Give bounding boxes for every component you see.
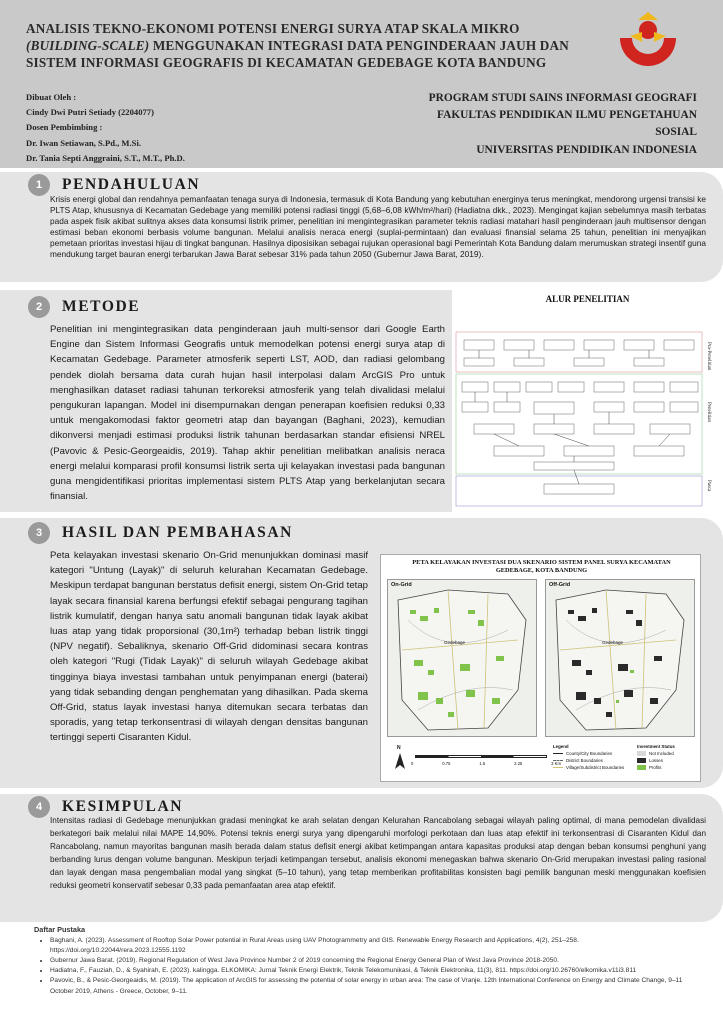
section-heading: METODE — [62, 298, 141, 315]
north-arrow-label: N — [397, 745, 401, 751]
author-block — [26, 90, 185, 166]
flowchart-figure — [452, 290, 723, 512]
status-swatch — [637, 758, 646, 763]
off-grid-map-graphic — [546, 580, 694, 736]
status-item — [637, 764, 675, 771]
section-heading: HASIL DAN PEMBAHASAN — [62, 524, 293, 541]
reference-item: • Gubernur Jawa Barat. (2019). Regional Regulation of West Java Province Number 2 of 2019 concerning the Regional Energy General Plan of West Java Province 2018-2050. — [50, 956, 704, 966]
status-item — [637, 750, 675, 757]
flow-stage-label: Pasca — [706, 480, 711, 492]
title-line-2 — [26, 37, 606, 54]
flow-stage-label: Pra-Penelitian — [706, 342, 711, 371]
flow-stage-label: Penelitian — [706, 402, 711, 422]
on-grid-map-graphic — [388, 580, 536, 736]
legend-item — [553, 757, 624, 764]
scale-tick: 1.5 — [479, 761, 486, 766]
status-legend-title: Investment Status — [637, 744, 675, 749]
scale-bar — [415, 755, 547, 758]
status-label: Not Included — [649, 751, 674, 756]
reference-item: • Baghani, A. (2023). Assessment of Rooftop Solar Power potential in Rural Areas using UAV Photogrammetry and GIS. Renewable Energy Research and Applications, 4(2), 251–258. https://doi.org/10.22044/rera.2023.12555.1192 — [50, 936, 704, 956]
scale-tick: 3 Km — [551, 761, 561, 766]
poster-title — [26, 20, 606, 71]
status-label: Profits — [649, 765, 662, 770]
program-line: UNIVERSITAS PENDIDIKAN INDONESIA — [476, 143, 697, 156]
title-line-3: SISTEM INFORMASI GEOGRAFIS DI KECAMATAN GEDEBAGE KOTA BANDUNG — [26, 55, 547, 70]
map-title — [381, 559, 702, 575]
section-number-badge: 2 — [28, 296, 50, 318]
title-italic: (BUILDING-SCALE) — [26, 38, 150, 53]
section-heading: PENDAHULUAN — [62, 176, 201, 193]
scale-tick: 0 — [411, 761, 414, 766]
legend-title: Legend — [553, 744, 569, 749]
north-arrow-icon — [395, 753, 405, 769]
legend-line-swatch — [553, 760, 563, 761]
investment-status-legend — [637, 743, 675, 771]
map-panel-label: Off-Grid — [549, 582, 571, 588]
legend-item-label: Village/Subdistrict Boundaries — [566, 765, 625, 770]
section-number-badge: 4 — [28, 796, 50, 818]
flowchart-diagram — [454, 330, 704, 508]
section-metode — [0, 290, 723, 512]
program-line: FAKULTAS PENDIDIKAN ILMU PENGETAHUAN — [436, 109, 697, 122]
reference-item: • Hadiatna, F., Fauziah, D., & Syahirah, E. (2023). kalingga. ELKOMIKA: Jurnal Teknik Energi Elektrik, Teknik Telekomunikasi, & Teknik Elektronika, 11(3), 811. https://doi.org/10.26760/elkomika.v11i3.811 — [50, 966, 704, 976]
author-line: Dibuat Oleh : — [26, 92, 77, 102]
map-panel-off-grid — [545, 579, 695, 737]
title-line-1: ANALISIS TEKNO-EKONOMI POTENSI ENERGI SURYA ATAP SKALA MIKRO — [26, 21, 520, 36]
poster-header — [0, 0, 723, 168]
section-body: Penelitian ini mengintegrasikan data penginderaan jauh multi-sensor dari Google Earth Engine dan Sistem Informasi Geografis untuk memodelkan potensi energi surya atap di Kecamatan Gedebage. Parameter atmosferik seperti LST, AOD, dan radiasi gelombang pendek diolah bersama data curah hujan hasil interpolasi dalam ArcGIS Pro untuk menghasilkan dataset radiasi tahunan terkoreksi atmosferik yang telah divalidasi melalui pengukuran lapangan. Model ini disempurnakan dengan penerapan koefisien reduksi 0,33 untuk mengakomodasi faktor geometri atap dan bayangan (Baghani, 2023), kemudian dikonversi menjadi estimasi produksi listrik tahunan berdasarkan standar efisiensi NREL (Pavovic & Pesic-Georgeaidis, 2019). Tahap akhir penelitian melibatkan analisis neraca energi melalui komparasi profil konsumsi listrik serta uji kelayakan investasi pada bangunan guna mengidentifikasi prioritas implementasi sistem PLTS Atap yang berkelanjutan secara finansial. — [50, 324, 445, 503]
section-pendahuluan — [0, 172, 723, 282]
section-body: Intensitas radiasi di Gedebage menunjukkan gradasi meningkat ke arah selatan dengan Kelurahan Rancabolang sebagai wilayah paling optimal, di mana pemodelan divalidasi berkategori baik melalui nilai MAPE 14,90%. Potensi teknis energi surya yang dipengaruhi morfologi perkotaan dan luas atap efektif ini terkonsentrasi di Cisaranten Kidul dan Rancabolang, namun mayoritas bangunan masih berada dalam status defisit energi akibat ketimpangan antara kapasitas produksi atap dengan beban konsumsi penghuni yang berbanding lurus dengan volume bangunan. Meskipun terjadi ketimpangan tersebut, analisis ekonomi menegaskan bahwa skenario On-Grid merupakan investasi paling rasional dan layak dengan masa pengembalian modal yang singkat (5–10 tahun), yang tetap memberikan profitabilitas konsisten bagi pemilik bangunan meski menggunakan koefisien reduksi geometri konservatif sebesar 0,33 pada pemanfaatan area atap efektif. — [50, 816, 706, 890]
references-heading: Daftar Pustaka — [34, 925, 86, 934]
section-number-badge: 3 — [28, 522, 50, 544]
scale-ticks — [411, 761, 561, 766]
status-item — [637, 757, 675, 764]
status-swatch — [637, 765, 646, 770]
section-kesimpulan — [0, 794, 723, 922]
legend-line-swatch — [553, 753, 563, 754]
references — [34, 925, 704, 997]
map-place-label: Gedebage — [444, 640, 466, 645]
section-number-badge: 1 — [28, 174, 50, 196]
scale-tick: 2.25 — [514, 761, 523, 766]
section-body: Krisis energi global dan rendahnya pemanfaatan tenaga surya di Indonesia, termasuk di Kota Bandung yang kebutuhan energinya terus meningkat, mendorong urgensi transisi ke PLTS Atap, khususnya di Kecamatan Gedebage yang memiliki potensi radiasi tinggi (5,68–6,08 kWh/m²/hari) (Hadiatna dkk., 2023). Mengingat kajian sebelumnya masih terbatas pada aspek fisik akibat sulitnya akses data konsumsi listrik primer, penelitian ini mengintegrasikan parameter teknis radiasi matahari hasil penginderaan jauh multisensor dengan estimasi beban ekonomi berbasis volume bangunan. Melalui analisis neraca energi (suplai-permintaan) dan evaluasi finansial selama 25 tahun, penelitian ini menyajikan pemetaan prioritas investasi hijau di tingkat bangunan. Hasilnya diposisikan sebagai rujukan operasional bagi Pemerintah Kota Bandung dalam merumuskan strategi insentif guna mendukung target bauran energi terbarukan Jawa Barat sebesar 31% pada tahun 2050 (Gubernur Jawa Barat, 2019). — [50, 194, 706, 260]
map-legend — [553, 743, 624, 771]
author-line: Dosen Pembimbing : — [26, 122, 103, 133]
section-heading: KESIMPULAN — [62, 798, 184, 815]
author-line: Dr. Iwan Setiawan, S.Pd., M.Si. — [26, 137, 141, 148]
map-place-label: Gedebage — [602, 640, 624, 645]
map-panel-label: On-Grid — [391, 582, 412, 588]
status-label: Losses — [649, 758, 663, 763]
reference-item: • Pavovic, B., & Pesic-Georgeaidis, M. (2019). The application of ArcGIS for assessing the potential of solar energy in urban area: The case of Vranje. 12th International Conference on Energy and Climate Change, 9–11 October 2019, Athens - Greece, October, 9–11. — [50, 976, 704, 996]
program-line: SOSIAL — [655, 126, 697, 139]
legend-line-swatch — [553, 767, 563, 768]
map-title-line-1: PETA KELAYAKAN INVESTASI DUA SKENARIO SISTEM PANEL SURYA KECAMATAN — [412, 559, 671, 566]
map-panel-on-grid — [387, 579, 537, 737]
references-list — [34, 936, 704, 997]
status-swatch — [637, 751, 646, 756]
flowchart-title: ALUR PENELITIAN — [545, 294, 630, 304]
section-hasil — [0, 518, 723, 788]
upi-logo-icon — [612, 8, 684, 80]
legend-item-label: District Boundaries — [566, 758, 603, 763]
program-line: PROGRAM STUDI SAINS INFORMASI GEOGRAFI — [428, 92, 697, 104]
author-line: Dr. Tania Septi Anggraini, S.T., M.T., Ph.D. — [26, 152, 185, 163]
legend-item-label: County/City Boundaries — [566, 751, 613, 756]
investment-map-figure — [380, 554, 701, 782]
title-line-2-rest: MENGGUNAKAN INTEGRASI DATA PENGINDERAAN JAUH DAN — [149, 38, 569, 53]
program-block — [367, 90, 697, 159]
map-title-line-2: GEDEBAGE, KOTA BANDUNG — [495, 567, 588, 574]
legend-item — [553, 750, 624, 757]
section-body: Peta kelayakan investasi skenario On-Grid menunjukkan dominasi masif kategori "Untung (Layak)" di seluruh kelurahan Kecamatan Gedebage. Meskipun terdapat bangunan berstatus defisit energi, sistem On-Grid tetap layak secara finansial karena berfungsi efektif sebagai pengurang tagihan listrik kumulatif, dengan hanya satu anomali bangunan tidak layak akibat luas atap yang tidak proporsional (30,1m²) terhadap beban listrik tinggi (NPV negatif). Sebaliknya, skenario Off-Grid didominasi secara kontras oleh kategori "Rugi (Tidak Layak)" di seluruh wilayah Gedebage akibat tingginya biaya investasi tambahan untuk penyimpanan energi (baterai) yang tidak sebanding dengan penghematan yang dihasilkan. Pada skema Off-Grid, status layak investasi hanya ditemukan secara terbatas dan sporadis, yang tetap terkonsentrasi di wilayah dengan densitas bangunan tertinggi seperti Cisaranten Kidul. — [50, 550, 368, 744]
scale-tick: 0.75 — [442, 761, 451, 766]
author-line: Cindy Dwi Putri Setiady (2204077) — [26, 107, 154, 118]
legend-item — [553, 764, 624, 771]
